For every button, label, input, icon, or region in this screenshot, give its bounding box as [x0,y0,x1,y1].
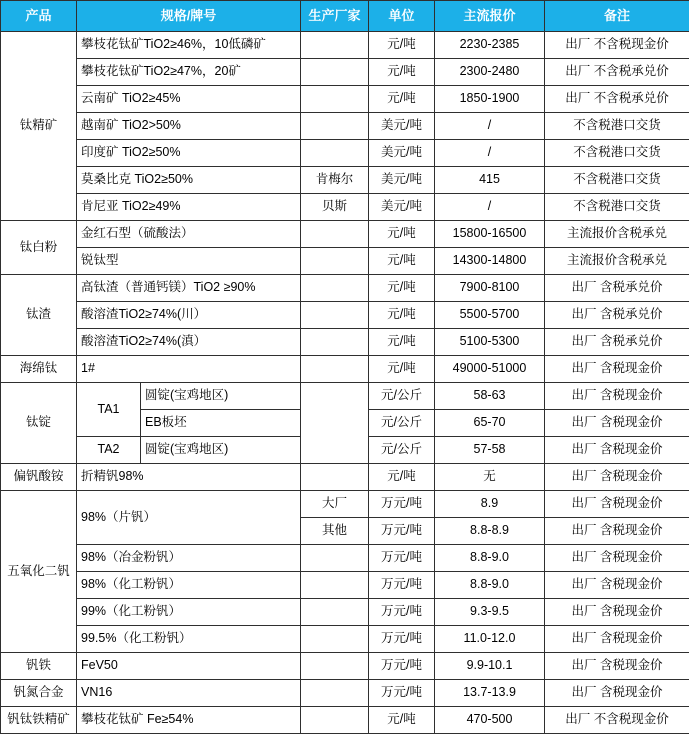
unit-cell: 元/公斤 [369,410,435,437]
unit-cell: 元/吨 [369,248,435,275]
unit-cell: 万元/吨 [369,599,435,626]
table-row [1,464,689,491]
price-cell: 1850-1900 [435,86,545,113]
unit-cell: 元/吨 [369,464,435,491]
spec-cell: 98%（片钒） [77,491,301,545]
spec-cell: 肯尼亚 TiO2≥49% [77,194,301,221]
table-row [1,383,689,410]
unit-cell: 元/吨 [369,275,435,302]
spec-cell: 圆锭(宝鸡地区) [141,383,301,410]
manufacturer-cell [301,86,369,113]
spec-cell: 酸溶渣TiO2≥74%(川） [77,302,301,329]
manufacturer-cell [301,32,369,59]
remark-cell: 出厂 含税现金价 [545,599,689,626]
table-row [1,221,689,248]
spec-cell: 云南矿 TiO2≥45% [77,86,301,113]
product-name-cell: 钛渣 [1,275,77,356]
spec-cell: 金红石型（硫酸法） [77,221,301,248]
price-cell: 470-500 [435,707,545,734]
unit-cell: 万元/吨 [369,572,435,599]
column-header-manufacturer: 生产厂家 [301,1,369,32]
manufacturer-cell [301,302,369,329]
manufacturer-cell [301,680,369,707]
unit-cell: 元/吨 [369,329,435,356]
table-row [1,491,689,518]
unit-cell: 元/吨 [369,707,435,734]
unit-cell: 元/吨 [369,86,435,113]
remark-cell: 主流报价含税承兑 [545,248,689,275]
manufacturer-cell [301,140,369,167]
table-row [1,545,689,572]
spec-cell: FeV50 [77,653,301,680]
remark-cell: 不含税港口交货 [545,167,689,194]
unit-cell: 元/吨 [369,221,435,248]
table-row [1,680,689,707]
manufacturer-cell: 大厂 [301,491,369,518]
manufacturer-cell [301,275,369,302]
remark-cell: 出厂 不含税现金价 [545,707,689,734]
table-row [1,626,689,653]
table-header [1,1,689,32]
product-name-cell: 偏钒酸铵 [1,464,77,491]
spec-cell: 酸溶渣TiO2≥74%(滇） [77,329,301,356]
remark-cell: 出厂 含税现金价 [545,491,689,518]
remark-cell: 出厂 含税承兑价 [545,302,689,329]
price-cell: 8.8-9.0 [435,545,545,572]
manufacturer-cell [301,653,369,680]
spec-cell: 1# [77,356,301,383]
unit-cell: 元/公斤 [369,437,435,464]
manufacturer-cell [301,545,369,572]
unit-cell: 元/吨 [369,32,435,59]
table-row [1,86,689,113]
price-cell: 58-63 [435,383,545,410]
remark-cell: 出厂 含税现金价 [545,383,689,410]
unit-cell: 元/吨 [369,59,435,86]
price-cell: 13.7-13.9 [435,680,545,707]
column-header-product: 产品 [1,1,77,32]
price-cell: 5100-5300 [435,329,545,356]
product-name-cell: 钛精矿 [1,32,77,221]
unit-cell: 元/吨 [369,356,435,383]
manufacturer-cell: 肯梅尔 [301,167,369,194]
remark-cell: 出厂 含税现金价 [545,626,689,653]
table-row [1,194,689,221]
product-name-cell: 钒铁 [1,653,77,680]
price-cell: 2230-2385 [435,32,545,59]
table-row [1,248,689,275]
unit-cell: 万元/吨 [369,545,435,572]
spec-cell: 锐钛型 [77,248,301,275]
manufacturer-cell [301,59,369,86]
spec-cell: 折精钒98% [77,464,301,491]
spec-cell: 攀枝花钛矿TiO2≥46%，10低磷矿 [77,32,301,59]
remark-cell: 出厂 含税现金价 [545,545,689,572]
manufacturer-cell [301,572,369,599]
column-header-spec: 规格/牌号 [77,1,301,32]
product-name-cell: 五氧化二钒 [1,491,77,653]
remark-cell: 不含税港口交货 [545,194,689,221]
table-row [1,113,689,140]
product-name-cell: 钛白粉 [1,221,77,275]
spec-cell: 越南矿 TiO2>50% [77,113,301,140]
spec-cell: 99.5%（化工粉钒） [77,626,301,653]
remark-cell: 出厂 含税现金价 [545,410,689,437]
remark-cell: 出厂 含税现金价 [545,437,689,464]
manufacturer-cell [301,464,369,491]
table-row [1,59,689,86]
price-cell: 14300-14800 [435,248,545,275]
grade-cell: TA1 [77,383,141,437]
manufacturer-cell [301,356,369,383]
header-row [1,1,689,32]
unit-cell: 万元/吨 [369,653,435,680]
unit-cell: 元/公斤 [369,383,435,410]
column-header-price: 主流报价 [435,1,545,32]
spec-cell: 攀枝花钛矿 Fe≥54% [77,707,301,734]
unit-cell: 万元/吨 [369,518,435,545]
manufacturer-cell [301,626,369,653]
remark-cell: 出厂 不含税承兑价 [545,86,689,113]
remark-cell: 出厂 不含税承兑价 [545,59,689,86]
unit-cell: 万元/吨 [369,680,435,707]
table-row [1,572,689,599]
table-row [1,356,689,383]
spec-cell: 攀枝花钛矿TiO2≥47%，20矿 [77,59,301,86]
table-row [1,275,689,302]
remark-cell: 不含税港口交货 [545,140,689,167]
remark-cell: 出厂 含税承兑价 [545,275,689,302]
product-name-cell: 钒氮合金 [1,680,77,707]
price-cell: 11.0-12.0 [435,626,545,653]
manufacturer-cell: 其他 [301,518,369,545]
remark-cell: 出厂 含税现金价 [545,356,689,383]
price-cell: 15800-16500 [435,221,545,248]
table-row [1,167,689,194]
unit-cell: 万元/吨 [369,491,435,518]
remark-cell: 出厂 含税现金价 [545,518,689,545]
table-body [1,32,689,734]
price-cell: 49000-51000 [435,356,545,383]
product-name-cell: 钛锭 [1,383,77,464]
table-row [1,599,689,626]
table-row [1,653,689,680]
price-cell: 415 [435,167,545,194]
product-name-cell: 海绵钛 [1,356,77,383]
table-row [1,302,689,329]
spec-cell: 98%（冶金粉钒） [77,545,301,572]
price-cell: / [435,194,545,221]
unit-cell: 美元/吨 [369,113,435,140]
remark-cell: 出厂 含税现金价 [545,464,689,491]
remark-cell: 出厂 含税现金价 [545,680,689,707]
manufacturer-cell [301,707,369,734]
spec-cell: VN16 [77,680,301,707]
unit-cell: 元/吨 [369,302,435,329]
spec-cell: 99%（化工粉钒） [77,599,301,626]
product-name-cell: 钒钛铁精矿 [1,707,77,734]
price-cell: 8.8-8.9 [435,518,545,545]
remark-cell: 出厂 含税承兑价 [545,329,689,356]
remark-cell: 主流报价含税承兑 [545,221,689,248]
remark-cell: 出厂 含税现金价 [545,572,689,599]
table-row [1,140,689,167]
price-cell: 65-70 [435,410,545,437]
price-cell: 9.3-9.5 [435,599,545,626]
spec-cell: EB板坯 [141,410,301,437]
table-row [1,32,689,59]
price-cell: 8.9 [435,491,545,518]
spec-cell: 莫桑比克 TiO2≥50% [77,167,301,194]
unit-cell: 美元/吨 [369,194,435,221]
price-cell: 57-58 [435,437,545,464]
table-row [1,329,689,356]
spec-cell: 98%（化工粉钒） [77,572,301,599]
spec-cell: 印度矿 TiO2≥50% [77,140,301,167]
unit-cell: 万元/吨 [369,626,435,653]
manufacturer-cell [301,329,369,356]
manufacturer-cell [301,113,369,140]
price-cell: / [435,113,545,140]
spec-cell: 高钛渣（普通钙镁）TiO2 ≥90% [77,275,301,302]
manufacturer-cell [301,383,369,464]
manufacturer-cell: 贝斯 [301,194,369,221]
price-cell: 9.9-10.1 [435,653,545,680]
price-cell: 2300-2480 [435,59,545,86]
column-header-remark: 备注 [545,1,689,32]
grade-cell: TA2 [77,437,141,464]
column-header-unit: 单位 [369,1,435,32]
spec-cell: 圆锭(宝鸡地区) [141,437,301,464]
unit-cell: 美元/吨 [369,167,435,194]
unit-cell: 美元/吨 [369,140,435,167]
manufacturer-cell [301,599,369,626]
remark-cell: 出厂 含税现金价 [545,653,689,680]
price-cell: 无 [435,464,545,491]
price-cell: 7900-8100 [435,275,545,302]
price-cell: 8.8-9.0 [435,572,545,599]
price-cell: 5500-5700 [435,302,545,329]
remark-cell: 出厂 不含税现金价 [545,32,689,59]
remark-cell: 不含税港口交货 [545,113,689,140]
manufacturer-cell [301,221,369,248]
manufacturer-cell [301,248,369,275]
price-cell: / [435,140,545,167]
table-row [1,707,689,734]
